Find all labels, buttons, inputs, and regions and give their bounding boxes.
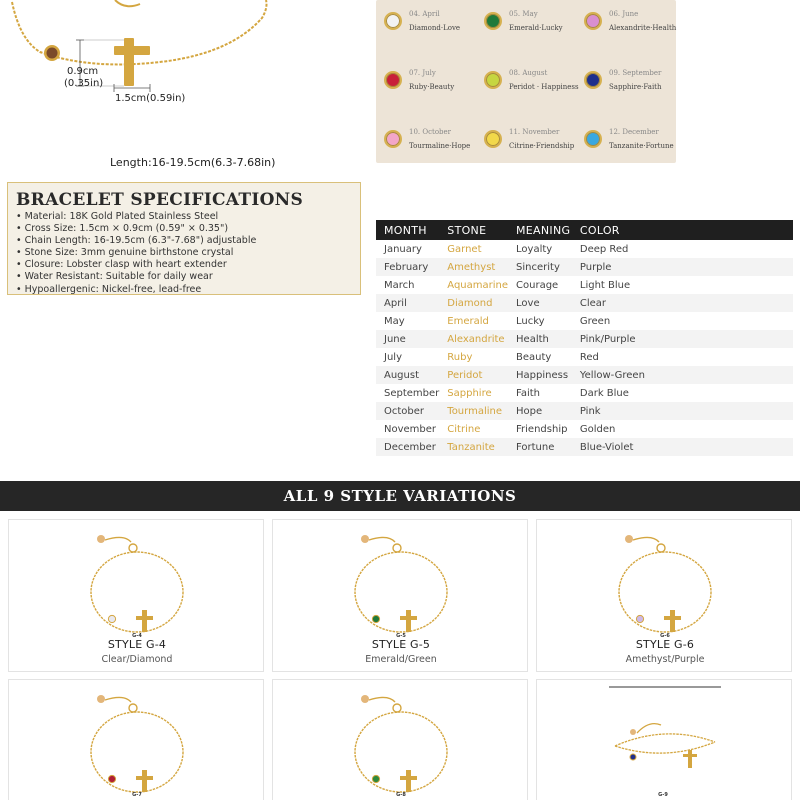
cell-color: Yellow-Green — [572, 366, 793, 384]
style-code-label: G-8 — [396, 792, 406, 798]
birthstone-meaning: Ruby·Beauty — [409, 83, 455, 91]
style-card[interactable] — [272, 519, 528, 672]
bracelet-length-label: Length:16-19.5cm(6.3-7.68in) — [110, 156, 276, 169]
cell-color: Golden — [579, 423, 616, 435]
table-row — [376, 348, 793, 366]
birthstone-month: 11. November — [509, 128, 560, 136]
specifications-title: BRACELET SPECIFICATIONS — [16, 190, 304, 210]
birthstone-gem-icon — [484, 71, 502, 89]
spec-item-water-resistant: • Water Resistant: Suitable for daily wear — [16, 271, 213, 283]
cell-color: Deep Red — [579, 243, 629, 255]
bracelet-illustration — [0, 0, 370, 180]
birthstone-item — [380, 126, 480, 166]
birthstone-meaning: Alexandrite·Health — [609, 24, 677, 32]
cell-color: Red — [579, 351, 599, 363]
bracelet-image — [273, 680, 528, 800]
birthstone-meaning: Diamond·Love — [409, 24, 461, 32]
birthstone-meaning: Tanzanite·Fortune — [609, 142, 674, 150]
style-card[interactable] — [536, 519, 792, 672]
bracelet-specifications — [7, 182, 361, 295]
cell-stone: Ruby — [447, 351, 473, 363]
cell-month: December — [376, 438, 439, 456]
birthstone-table — [376, 220, 793, 456]
spec-item-closure: • Closure: Lobster clasp with heart extender — [16, 259, 227, 271]
table-row — [376, 438, 793, 456]
style-name: STYLE G-5 — [371, 638, 431, 651]
birthstone-item — [380, 67, 480, 107]
birthstone-gem-icon — [484, 130, 502, 148]
birthstone-gem-icon — [584, 71, 602, 89]
cell-color: Light Blue — [579, 279, 631, 291]
cell-color: Pink — [572, 402, 793, 420]
header-color: COLOR — [572, 220, 793, 240]
bracelet-image — [273, 520, 528, 650]
style-card[interactable] — [8, 679, 264, 800]
cell-stone: Garnet — [447, 243, 482, 255]
cell-stone: Tanzanite — [439, 438, 508, 456]
birthstone-gem-icon — [384, 71, 402, 89]
cell-meaning: Courage — [516, 279, 559, 291]
header-stone: STONE — [439, 220, 508, 240]
cell-meaning: Happiness — [508, 366, 572, 384]
cell-meaning: Hope — [508, 402, 572, 420]
header-month: MONTH — [376, 220, 439, 240]
birthstone-meaning: Peridot · Happiness — [509, 83, 579, 91]
cell-month: May — [384, 315, 405, 327]
header-meaning: MEANING — [508, 220, 572, 240]
style-code-label: G-7 — [132, 792, 142, 798]
cell-stone: Emerald — [447, 315, 489, 327]
table-row — [376, 366, 793, 384]
cell-color: Pink/Purple — [572, 330, 793, 348]
birthstone-item — [580, 67, 680, 107]
table-row — [376, 402, 793, 420]
style-card[interactable] — [272, 679, 528, 800]
spec-item-cross-size: • Cross Size: 1.5cm × 0.9cm (0.59" × 0.35") — [16, 223, 229, 235]
style-card[interactable] — [8, 519, 264, 672]
spec-item-hypoallergenic: • Hypoallergenic: Nickel-free, lead-free — [16, 283, 202, 295]
cell-stone: Tourmaline — [439, 402, 508, 420]
table-row — [376, 330, 793, 348]
birthstone-month: 05. May — [509, 10, 538, 18]
style-code-label: G-4 — [132, 633, 142, 639]
style-color-name: Amethyst/Purple — [625, 654, 705, 665]
birthstone-gem-icon — [384, 12, 402, 30]
cell-color: Purple — [572, 258, 793, 276]
table-row — [376, 294, 793, 312]
cell-stone: Alexandrite — [439, 330, 508, 348]
spec-item-chain-length: • Chain Length: 16-19.5cm (6.3"-7.68") adjustable — [16, 235, 257, 247]
birthstone-month: 10. October — [409, 128, 452, 136]
table-row — [376, 276, 793, 294]
cell-month: June — [376, 330, 439, 348]
birthstone-item — [580, 126, 680, 166]
cell-stone: Amethyst — [439, 258, 508, 276]
cross-height-label: 0.9cm — [67, 66, 99, 77]
cell-color: Dark Blue — [579, 387, 629, 399]
cell-stone: Aquamarine — [447, 279, 509, 291]
cell-color: Blue-Violet — [572, 438, 793, 456]
birthstone-item — [580, 8, 680, 48]
birthstone-gem-icon — [584, 130, 602, 148]
table-row — [376, 258, 793, 276]
spec-item-material: • Material: 18K Gold Plated Stainless Steel — [16, 211, 219, 222]
cell-month: September — [384, 387, 440, 399]
cell-meaning: Health — [508, 330, 572, 348]
cell-month: April — [376, 294, 439, 312]
birthstone-month: 12. December — [609, 128, 659, 136]
cell-month: October — [376, 402, 439, 420]
birthstone-month: 06. June — [609, 10, 639, 18]
cell-meaning: Faith — [516, 387, 541, 399]
birthstone-meaning: Citrine·Friendship — [509, 142, 575, 150]
cell-meaning: Friendship — [516, 423, 568, 435]
style-code-label: G-6 — [660, 633, 670, 639]
cell-meaning: Sincerity — [508, 258, 572, 276]
birthstone-month: 08. August — [509, 69, 548, 77]
birthstone-meaning: Emerald·Lucky — [509, 24, 563, 32]
style-color-name: Clear/Diamond — [101, 654, 173, 665]
cross-width-label: 1.5cm(0.59in) — [115, 93, 186, 104]
specifications-list — [16, 211, 256, 296]
cross-height-inch-label: (0.35in) — [64, 78, 104, 89]
cell-color: Clear — [572, 294, 793, 312]
cell-month: March — [384, 279, 415, 291]
table-header-row — [376, 220, 793, 240]
cell-stone: Citrine — [447, 423, 481, 435]
birthstone-gem-icon — [584, 12, 602, 30]
cell-color: Green — [579, 315, 611, 327]
cell-month: February — [376, 258, 439, 276]
birthstone-item — [480, 67, 580, 107]
style-code-label: G-9 — [658, 792, 668, 798]
cell-month: January — [384, 243, 422, 255]
birthstone-meaning: Tourmaline·Hope — [409, 142, 471, 150]
birthstone-card — [376, 0, 676, 163]
cell-meaning: Loyalty — [516, 243, 553, 255]
cell-month: November — [384, 423, 437, 435]
style-color-name: Emerald/Green — [365, 654, 437, 665]
birthstone-month: 07. July — [409, 69, 436, 77]
table-row — [376, 240, 793, 258]
bracelet-image — [9, 680, 264, 800]
cell-month: August — [376, 366, 439, 384]
birthstone-item — [480, 126, 580, 166]
style-name: STYLE G-6 — [635, 638, 695, 651]
cell-meaning: Lucky — [516, 315, 545, 327]
bracelet-image — [537, 680, 792, 800]
cell-meaning: Love — [508, 294, 572, 312]
bracelet-dimension-diagram — [0, 0, 370, 180]
style-name: STYLE G-4 — [107, 638, 167, 651]
bracelet-image — [9, 520, 264, 650]
cell-meaning: Beauty — [516, 351, 552, 363]
birthstone-month: 04. April — [409, 10, 440, 18]
table-row — [376, 420, 793, 438]
birthstone-meaning: Sapphire·Faith — [609, 83, 662, 91]
style-code-label: G-5 — [396, 633, 406, 639]
cell-stone: Peridot — [439, 366, 508, 384]
table-row — [376, 312, 793, 330]
bracelet-image — [537, 520, 792, 650]
table-row — [376, 384, 793, 402]
cell-stone: Diamond — [439, 294, 508, 312]
style-card[interactable] — [536, 679, 792, 800]
birthstone-gem-icon — [484, 12, 502, 30]
birthstone-item — [480, 8, 580, 48]
birthstone-month: 09. September — [609, 69, 662, 77]
birthstone-item — [380, 8, 480, 48]
cell-meaning: Fortune — [508, 438, 572, 456]
cell-stone: Sapphire — [447, 387, 492, 399]
style-variations-banner: ALL 9 STYLE VARIATIONS — [0, 481, 800, 511]
spec-item-stone-size: • Stone Size: 3mm genuine birthstone crystal — [16, 247, 234, 259]
birthstone-gem-icon — [384, 130, 402, 148]
cell-month: July — [384, 351, 402, 363]
